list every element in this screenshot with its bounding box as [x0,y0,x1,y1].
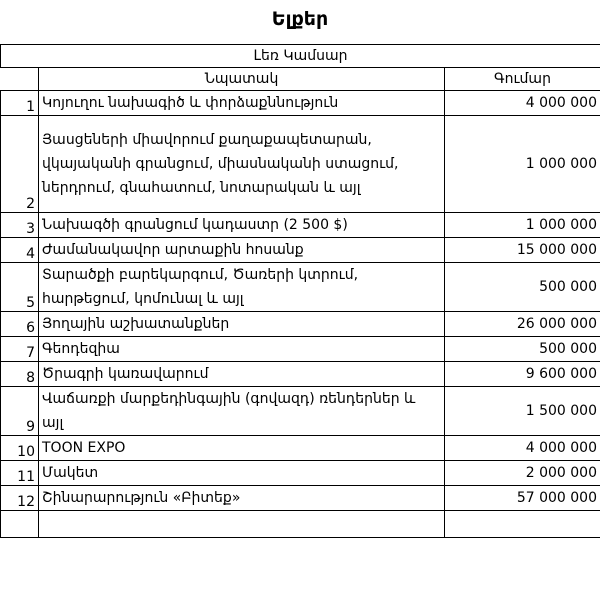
row-number: 12 [1,486,39,511]
empty-cell [39,511,445,538]
table-row [1,337,600,362]
row-number: 1 [1,91,39,116]
table-row [1,238,600,263]
empty-row [1,511,600,538]
table-row [1,387,600,436]
expenses-table [0,44,600,538]
row-description: Յողային աշխատանքներ [39,312,445,337]
amount-column-header: Գումար [445,68,600,91]
table-row [1,213,600,238]
row-number: 11 [1,461,39,486]
row-number: 4 [1,238,39,263]
row-number: 7 [1,337,39,362]
table-row [1,362,600,387]
row-amount: 500 000 [445,337,600,362]
row-description: Յասցեների միավորում քաղաքապետարան, վկայականի գրանցում, միասնականի ստացում, ներդրում, գնահատում, նոտարական և այլ [39,116,445,213]
row-description: Մակետ [39,461,445,486]
row-amount: 1 500 000 [445,387,600,436]
section-header-row [1,45,600,68]
number-column-header [1,68,39,91]
row-number: 9 [1,387,39,436]
page-title: Ելքեր [271,8,329,30]
row-amount: 57 000 000 [445,486,600,511]
description-column-header: Նպատակ [39,68,445,91]
table-row [1,436,600,461]
row-description: Գեոդեզիա [39,337,445,362]
row-number: 8 [1,362,39,387]
row-amount: 1 000 000 [445,116,600,213]
row-description: Տարածքի բարեկարգում, Ծառերի կտրում, հարթեցում, կոմունալ և այլ [39,263,445,312]
row-amount: 26 000 000 [445,312,600,337]
table-row [1,461,600,486]
row-number: 2 [1,116,39,213]
row-description: Կոյուղու նախագիծ և փորձաքննություն [39,91,445,116]
row-amount: 1 000 000 [445,213,600,238]
table-row [1,312,600,337]
row-amount: 4 000 000 [445,91,600,116]
section-title: Լեռ Կամսար [1,45,600,68]
row-amount: 15 000 000 [445,238,600,263]
row-number: 6 [1,312,39,337]
row-amount: 4 000 000 [445,436,600,461]
row-amount: 2 000 000 [445,461,600,486]
row-description: Ժամանակավոր արտաքին հոսանք [39,238,445,263]
row-description: Նախագծի գրանցում կադաստր (2 500 $) [39,213,445,238]
row-description: Շինարարություն «Բիտեք» [39,486,445,511]
table-row [1,263,600,312]
table-row [1,91,600,116]
row-amount: 9 600 000 [445,362,600,387]
table-row [1,486,600,511]
table-row [1,116,600,213]
empty-cell [445,511,600,538]
row-description: Ծրագրի կառավարում [39,362,445,387]
row-number: 10 [1,436,39,461]
row-description: TOON EXPO [39,436,445,461]
empty-cell [1,511,39,538]
row-number: 3 [1,213,39,238]
row-number: 5 [1,263,39,312]
row-amount: 500 000 [445,263,600,312]
row-description: Վաճառքի մարքեդինգային (գովազդ) ռենդերներ և այլ [39,387,445,436]
column-header-row [1,68,600,91]
